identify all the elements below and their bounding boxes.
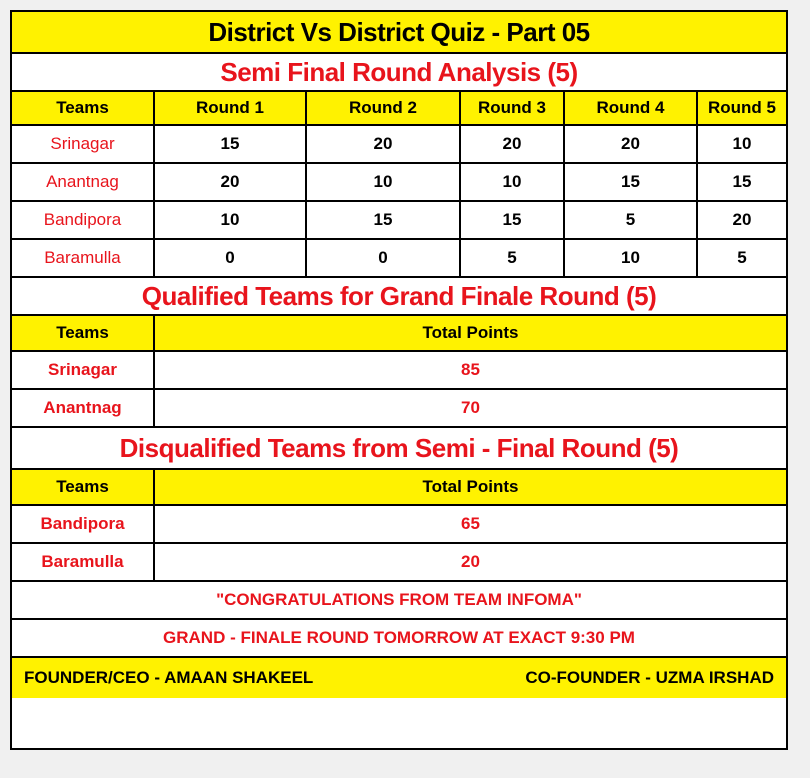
total-points: 65 [461, 514, 480, 533]
team-name: Bandipora [12, 202, 155, 238]
disqualified-header-row [12, 470, 786, 506]
team-name: Srinagar [12, 352, 155, 388]
column-header-round-4: Round 4 [565, 92, 698, 124]
qualified-heading: Qualified Teams for Grand Finale Round (5) [141, 280, 657, 311]
score-cell: 10 [732, 134, 752, 153]
score-cell: 5 [737, 248, 747, 267]
title-row [12, 12, 786, 54]
score-cell: 15 [732, 172, 752, 191]
score-cell: 0 [307, 240, 461, 276]
table-row [12, 506, 786, 544]
qualified-header-row [12, 316, 786, 352]
score-cell: 20 [461, 126, 565, 162]
column-header-total-points: Total Points [422, 323, 519, 342]
team-name: Anantnag [12, 164, 155, 200]
table-row [12, 164, 786, 202]
team-name: Anantnag [12, 390, 155, 426]
score-cell: 10 [461, 164, 565, 200]
table-row [12, 240, 786, 278]
score-cell: 20 [565, 126, 698, 162]
cofounder-credit: CO-FOUNDER - UZMA IRSHAD [525, 668, 774, 687]
total-points: 20 [461, 552, 480, 571]
team-name: Bandipora [12, 506, 155, 542]
column-header-teams: Teams [12, 92, 155, 124]
column-header-teams: Teams [12, 316, 155, 350]
table-row [12, 544, 786, 582]
disqualified-heading: Disqualified Teams from Semi - Final Round (5) [119, 432, 679, 463]
score-cell: 20 [732, 210, 752, 229]
congrats-row [12, 582, 786, 620]
total-points: 70 [461, 398, 480, 417]
score-cell: 15 [155, 126, 307, 162]
score-cell: 10 [565, 240, 698, 276]
score-cell: 5 [461, 240, 565, 276]
results-sheet [10, 10, 788, 750]
congratulations-message: "CONGRATULATIONS FROM TEAM INFOMA" [216, 590, 582, 609]
team-name: Baramulla [12, 240, 155, 276]
team-name: Srinagar [12, 126, 155, 162]
page-title: District Vs District Quiz - Part 05 [208, 16, 590, 47]
column-header-teams: Teams [12, 470, 155, 504]
score-cell: 10 [307, 164, 461, 200]
score-cell: 20 [155, 164, 307, 200]
qualified-heading-row [12, 278, 786, 316]
score-cell: 20 [307, 126, 461, 162]
team-name: Baramulla [12, 544, 155, 580]
column-header-round-1: Round 1 [155, 92, 307, 124]
score-cell: 15 [307, 202, 461, 238]
score-cell: 0 [155, 240, 307, 276]
score-cell: 15 [565, 164, 698, 200]
column-header-round-5: Round 5 [708, 98, 776, 117]
score-cell: 5 [565, 202, 698, 238]
column-header-total-points: Total Points [422, 477, 519, 496]
semi-final-heading: Semi Final Round Analysis (5) [220, 56, 578, 87]
score-cell: 15 [461, 202, 565, 238]
announcement-message: GRAND - FINALE ROUND TOMORROW AT EXACT 9:30 PM [163, 628, 635, 647]
score-cell: 10 [155, 202, 307, 238]
table-row [12, 126, 786, 164]
disqualified-heading-row [12, 428, 786, 470]
semi-final-heading-row [12, 54, 786, 92]
announcement-row [12, 620, 786, 658]
table-row [12, 202, 786, 240]
founder-credit: FOUNDER/CEO - AMAAN SHAKEEL [24, 668, 314, 687]
table-row [12, 352, 786, 390]
table-row [12, 390, 786, 428]
footer-row [12, 658, 786, 698]
column-header-round-3: Round 3 [461, 92, 565, 124]
semi-final-header-row [12, 92, 786, 126]
column-header-round-2: Round 2 [307, 92, 461, 124]
total-points: 85 [461, 360, 480, 379]
